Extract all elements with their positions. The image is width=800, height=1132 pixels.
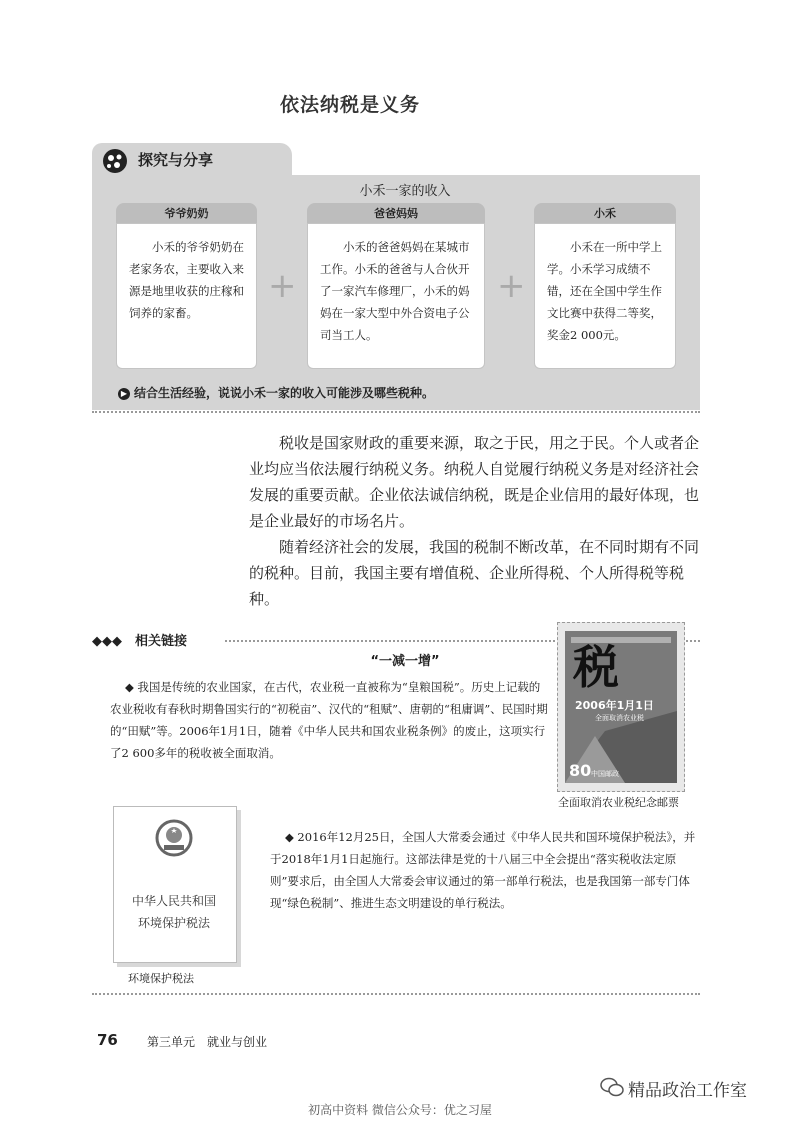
stamp-date: 2006年1月1日 bbox=[575, 699, 654, 712]
dotted-divider bbox=[92, 411, 700, 413]
family-income-title: 小禾一家的收入 bbox=[359, 184, 451, 199]
plus-sign-2: + bbox=[497, 266, 526, 306]
unit-title: 第三单元 就业与创业 bbox=[147, 1035, 268, 1049]
paragraph-tax-duty: 税收是国家财政的重要来源，取之于民，用之于民。个人或者企业均应当依法履行纳税义务。纳税人自觉履行纳税义务是对经济社会发展的重要贡献。企业依法诚信纳税，既是企业信用的最好体现，也是企业最好的市场名片。 bbox=[249, 434, 700, 530]
page-number: 76 bbox=[97, 1031, 118, 1049]
related-dotted-line bbox=[225, 640, 555, 642]
law-book-caption: 环境保护税法 bbox=[128, 972, 194, 985]
card-body-grandparents: 小禾的爷爷奶奶在老家务农，主要收入来源是地里收获的庄稼和饲养的家畜。 bbox=[116, 223, 257, 369]
related-link-label: 相关链接 bbox=[135, 634, 188, 649]
card-body-xiaohe: 小禾在一所中学上学。小禾学习成绩不错，还在全国中学生作文比赛中获得二等奖，奖金2 000元。 bbox=[534, 223, 676, 369]
related-link-header bbox=[92, 630, 187, 649]
explore-title: 探究与分享 bbox=[138, 151, 214, 169]
agricultural-tax-paragraph: ◆ 我国是传统的农业国家，在古代，农业税一直被称为“皇粮国税”。历史上记载的农业税收有春秋时期鲁国实行的“初税亩”、汉代的“租赋”、唐朝的“租庸调”、民国时期的“田赋”等。2006年1月1日，随着《中华人民共和国农业税条例》的废止，这项实行了2 600多年的税收被全面取消。 bbox=[110, 680, 548, 760]
card-head-xiaohe: 小禾 bbox=[534, 203, 676, 223]
paragraph-tax-types: 随着经济社会的发展，我国的税制不断改革，在不同时期有不同的税种。目前，我国主要有增值税、企业所得税、个人所得税等税种。 bbox=[249, 538, 700, 608]
law-book-title-line2: 环境保护税法 bbox=[137, 916, 210, 930]
card-head-grandparents: 爷爷奶奶 bbox=[116, 203, 257, 223]
bottom-dotted-divider bbox=[92, 993, 700, 995]
studio-watermark: 精品政治工作室 bbox=[628, 1081, 747, 1101]
stamp-caption: 全面取消农业税纪念邮票 bbox=[558, 796, 679, 809]
explore-question-text: 结合生活经验，说说小禾一家的收入可能涉及哪些税种。 bbox=[134, 386, 435, 400]
diamond-icons: ◆◆◆ bbox=[92, 634, 122, 649]
law-book-title-line1: 中华人民共和国 bbox=[131, 894, 216, 908]
card-body-parents: 小禾的爸爸妈妈在某城市工作。小禾的爸爸与人合伙开了一家汽车修理厂，小禾的妈妈在一家大型中外合资电子公司当工人。 bbox=[307, 223, 485, 369]
explore-question bbox=[118, 384, 434, 401]
national-emblem-icon bbox=[154, 818, 194, 858]
card-head-parents: 爸爸妈妈 bbox=[307, 203, 485, 223]
footer-credits: 初高中资料 微信公众号：优之习屋 bbox=[308, 1103, 492, 1117]
plus-sign-1: + bbox=[268, 266, 297, 306]
related-link-title: “一减一增” bbox=[370, 654, 440, 669]
stamp-subtitle: 全面取消农业税 bbox=[595, 714, 644, 722]
law-book-title bbox=[113, 890, 235, 934]
explore-share-icon bbox=[102, 148, 128, 174]
stamp-value: 80 bbox=[569, 761, 592, 780]
commemorative-stamp bbox=[565, 631, 677, 783]
related-dotted-line-end bbox=[686, 640, 700, 642]
environmental-tax-paragraph: ◆ 2016年12月25日，全国人大常委会通过《中华人民共和国环境保护税法》，并于2018年1月1日起施行。这部法律是党的十八届三中全会提出“落实税收法定原则”要求后，由全国人大常委会审议通过的第一部单行税法，也是我国第一部专门体现“绿色税制”、推进生态文明建设的单行税法。 bbox=[270, 830, 696, 910]
wechat-icon bbox=[600, 1076, 624, 1098]
stamp-country: 中国邮政 bbox=[591, 770, 619, 778]
section-title: 依法纳税是义务 bbox=[280, 94, 421, 116]
arrow-circle-icon: ▶ bbox=[118, 388, 130, 400]
stamp-big-char: 税 bbox=[573, 640, 619, 694]
